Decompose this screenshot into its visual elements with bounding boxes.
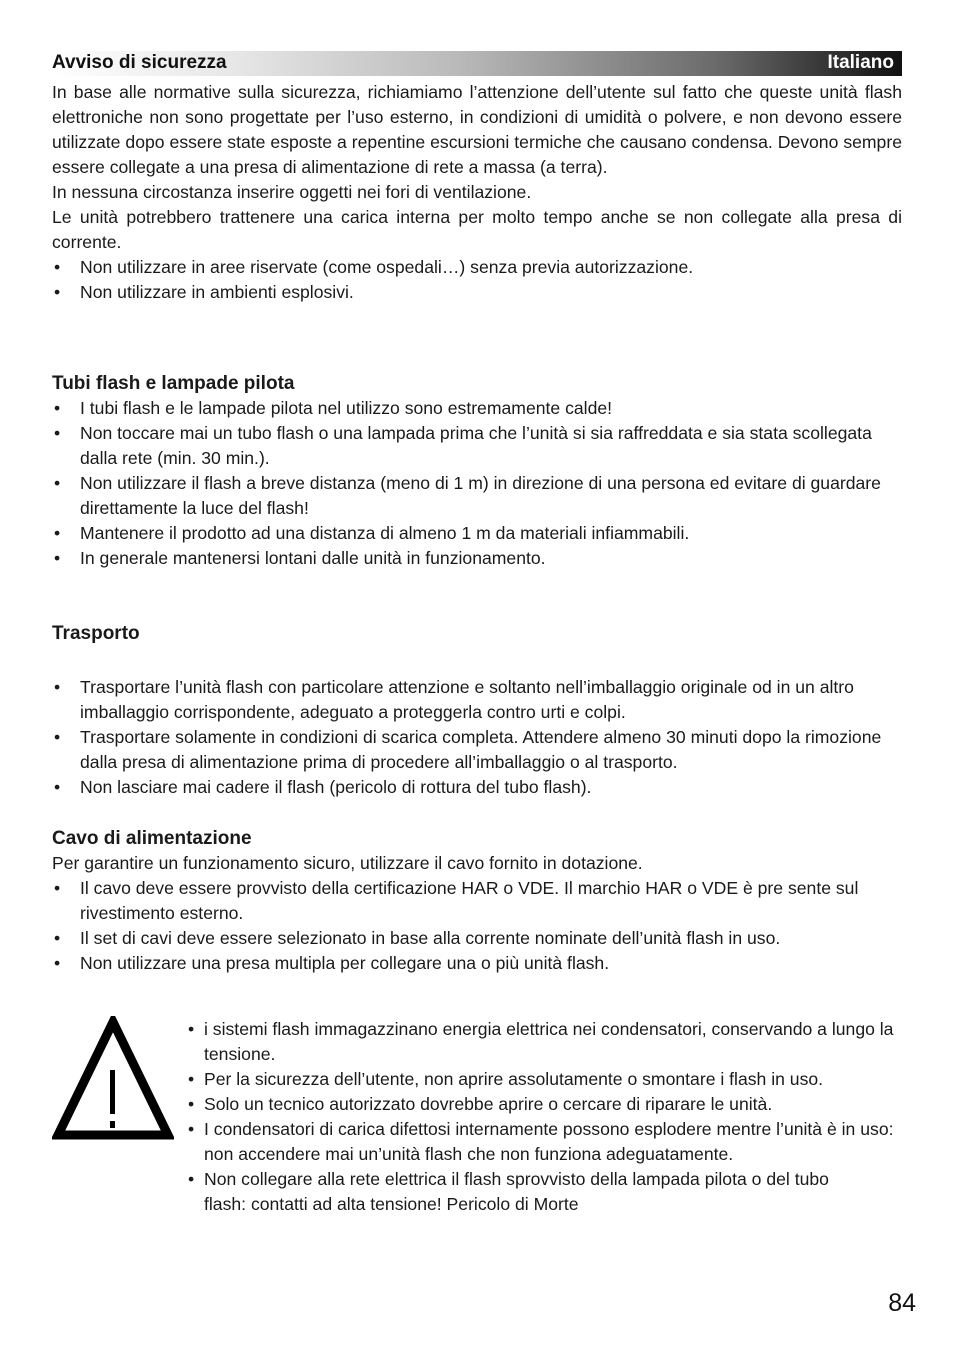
page-number: 84 — [888, 1289, 916, 1317]
section-header-bar — [52, 51, 902, 76]
list-item: • Non utilizzare in aree riservate (come ospedali…) senza previa autorizzazione. — [52, 255, 902, 280]
safety-paragraph: In nessuna circostanza inserire oggetti nei fori di ventilazione. — [52, 182, 532, 202]
list-item: • Non collegare alla rete elettrica il flash sprovvisto della lampada pilota o del tubo flash: contatti ad alta tensione! Pericolo di Morte — [188, 1167, 844, 1217]
section-heading: Trasporto — [52, 623, 140, 644]
warning-section — [188, 1017, 908, 1217]
list-item: • Mantenere il prodotto ad una distanza di almeno 1 m da materiali infiammabili. — [52, 521, 902, 546]
list-item: • Non lasciare mai cadere il flash (pericolo di rottura del tubo flash). — [52, 775, 902, 800]
safety-section — [52, 80, 902, 305]
list-item: • Solo un tecnico autorizzato dovrebbe aprire o cercare di riparare le unità. — [188, 1092, 908, 1117]
power-cable-intro: Per garantire un funzionamento sicuro, utilizzare il cavo fornito in dotazione. — [52, 853, 643, 873]
safety-paragraph: Le unità potrebbero trattenere una carica interna per molto tempo anche se non collegate alla presa di corrente. — [52, 207, 902, 252]
list-item: • I tubi flash e le lampade pilota nel utilizzo sono estremamente calde! — [52, 396, 902, 421]
list-item: • Trasportare solamente in condizioni di scarica completa. Attendere almeno 30 minuti dopo la rimozione dalla presa di alimentazione prima di procedere all’imballaggio o al trasporto. — [52, 725, 902, 775]
transport-bullets — [52, 675, 902, 800]
power-cable-section — [52, 826, 902, 976]
language-label: Italiano — [827, 52, 894, 73]
flash-tubes-bullets — [52, 396, 902, 571]
list-item: • In generale mantenersi lontani dalle unità in funzionamento. — [52, 546, 902, 571]
list-item: • Per la sicurezza dell’utente, non aprire assolutamente o smontare i flash in uso. — [188, 1067, 908, 1092]
list-item: • I condensatori di carica difettosi internamente possono esplodere mentre l’unità è in uso: non accendere mai un’unità flash che non funziona adeguatamente. — [188, 1117, 908, 1167]
safety-bullets — [52, 255, 902, 305]
list-item: • Non utilizzare una presa multipla per collegare una o più unità flash. — [52, 951, 902, 976]
warning-bullets — [188, 1017, 908, 1217]
list-item: • i sistemi flash immagazzinano energia elettrica nei condensatori, conservando a lungo la tensione. — [188, 1017, 908, 1067]
list-item: • Il set di cavi deve essere selezionato in base alla corrente nominate dell’unità flash in uso. — [52, 926, 902, 951]
flash-tubes-section — [52, 371, 902, 571]
section-heading: Tubi flash e lampade pilota — [52, 373, 295, 394]
list-item: • Non utilizzare in ambienti esplosivi. — [52, 280, 902, 305]
transport-heading-block — [52, 621, 902, 646]
safety-paragraph: In base alle normative sulla sicurezza, richiamiamo l’attenzione dell’utente sul fatto che queste unità flash elettroniche non sono progettate per l’uso esterno, in condizioni di umidità o polvere, e non devono essere utilizzate dopo essere state esposte a repentine escursioni termiche che causano condensa. Devono sempre essere collegate a una presa di alimentazione di rete a massa (a terra). — [52, 82, 902, 177]
transport-section — [52, 675, 902, 800]
section-heading: Cavo di alimentazione — [52, 828, 252, 849]
list-item: • Non utilizzare il flash a breve distanza (meno di 1 m) in direzione di una persona ed evitare di guardare direttamente la luce del flash! — [52, 471, 902, 521]
list-item: • Trasportare l’unità flash con particolare attenzione e soltanto nell’imballaggio originale od in un altro imballaggio corrispondente, adeguato a proteggerla contro urti e colpi. — [52, 675, 902, 725]
header-title: Avviso di sicurezza — [52, 52, 227, 73]
power-cable-bullets — [52, 876, 902, 976]
list-item: • Il cavo deve essere provvisto della certificazione HAR o VDE. Il marchio HAR o VDE è pre sente sul rivestimento esterno. — [52, 876, 902, 926]
list-item: • Non toccare mai un tubo flash o una lampada prima che l’unità si sia raffreddata e sia stata scollegata dalla rete (min. 30 min.). — [52, 421, 902, 471]
warning-triangle-icon — [52, 1016, 174, 1140]
